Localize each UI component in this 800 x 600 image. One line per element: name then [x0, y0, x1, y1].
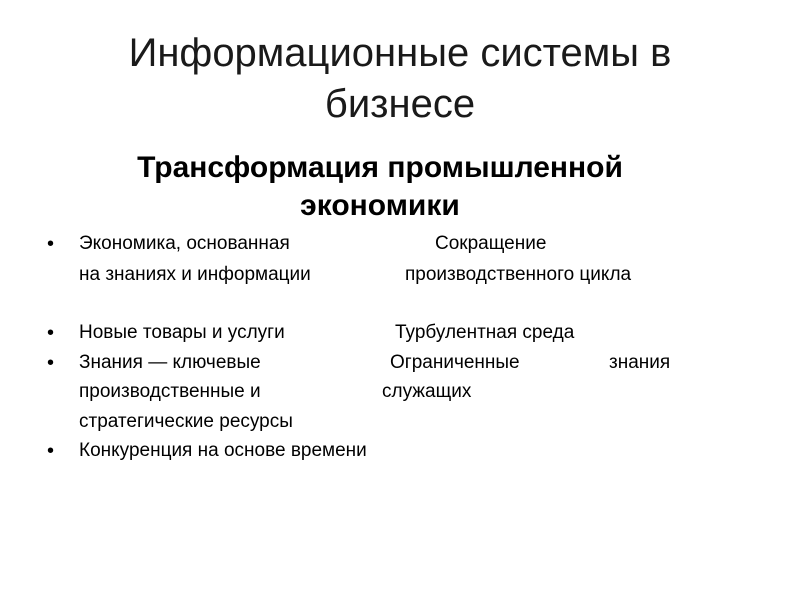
slide-title-line2: бизнесе: [324, 82, 476, 126]
item3-right-line1b: знания: [609, 352, 671, 373]
slide-title-line1: Информационные системы в: [128, 31, 672, 75]
item1-left-line2: на знаниях и информации: [79, 264, 311, 285]
item3-left-line1: Знания — ключевые: [79, 352, 261, 373]
subtitle-line1: Трансформация промышленной: [137, 151, 623, 184]
item3-left-line2: производственные и: [79, 381, 261, 402]
item3-left-line3: стратегические ресурсы: [79, 411, 293, 432]
item2-right-line1: Турбулентная среда: [395, 322, 575, 343]
bullet-point: •: [47, 233, 55, 255]
item1-right-line1: Сокращение: [435, 233, 547, 254]
bullet-point: •: [47, 352, 55, 374]
item1-left-line1: Экономика, основанная: [79, 233, 290, 254]
item3-right-line1a: Ограниченные: [390, 352, 520, 373]
item4-left-line1: Конкуренция на основе времени: [79, 440, 367, 461]
subtitle-line2: экономики: [300, 189, 460, 222]
bullet-point: •: [47, 322, 55, 344]
item1-right-line2: производственного цикла: [405, 264, 632, 285]
item2-left-line1: Новые товары и услуги: [79, 322, 285, 343]
bullet-point: •: [47, 440, 55, 462]
item3-right-line2: служащих: [382, 381, 472, 402]
